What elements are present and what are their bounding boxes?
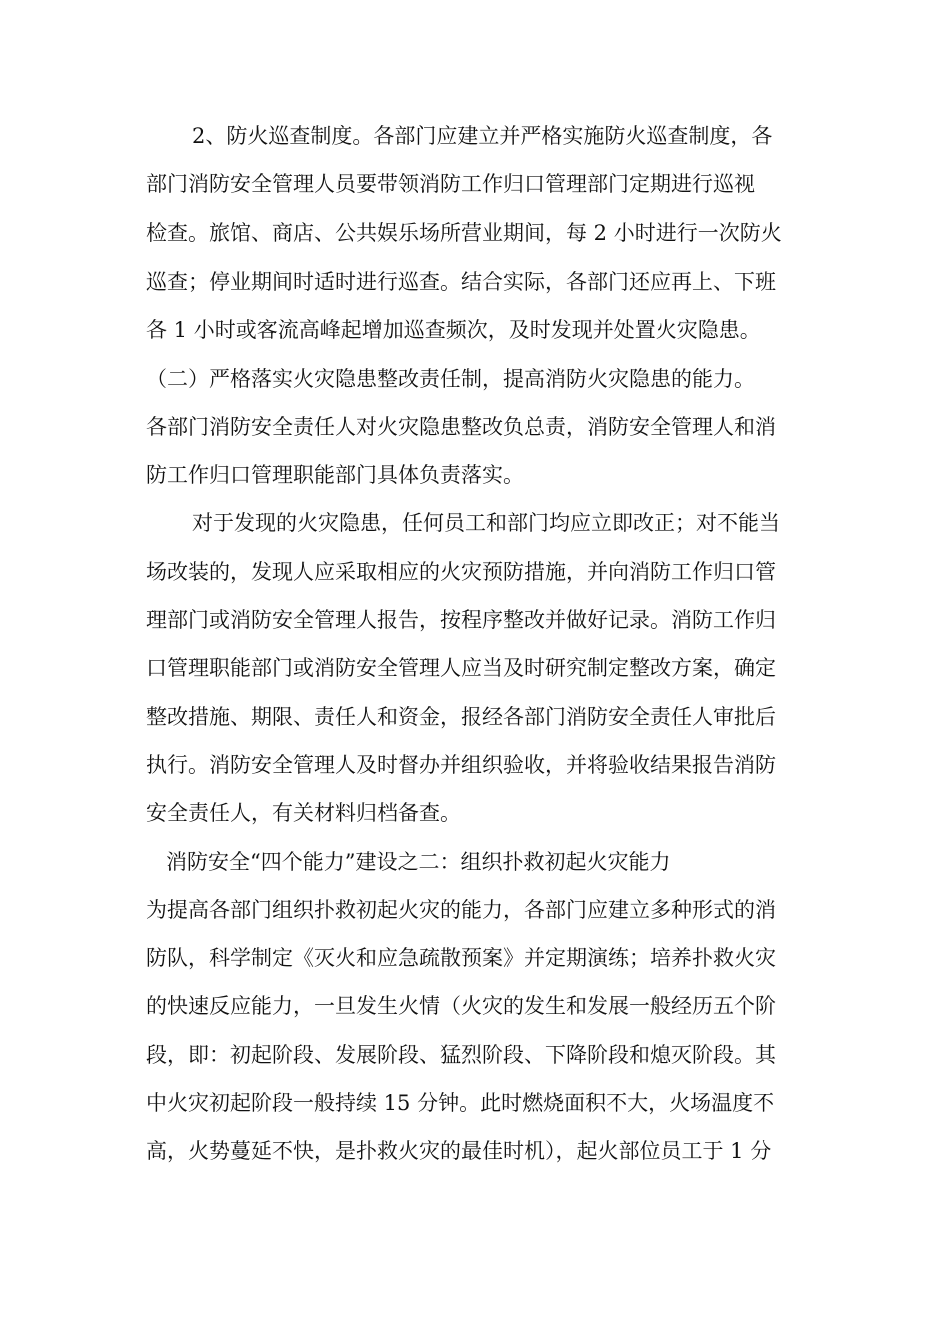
text-line-20: 段，即：初起阶段、发展阶段、猛烈阶段、下降阶段和熄灭阶段。其	[146, 1043, 776, 1067]
section-heading-capability: 消防安全“四个能力”建设之二：组织扑救初起火灾能力	[166, 850, 671, 874]
text-line-3: 检查。旅馆、商店、公共娱乐场所营业期间，每 2 小时进行一次防火	[146, 221, 782, 245]
text-line-1: 2、防火巡查制度。各部门应建立并严格实施防火巡查制度，各	[192, 124, 773, 148]
text-line-14: 执行。消防安全管理人及时督办并组织验收，并将验收结果报告消防	[146, 753, 776, 777]
text-line-12: 口管理职能部门或消防安全管理人应当及时研究制定整改方案，确定	[146, 656, 776, 680]
text-line-9: 对于发现的火灾隐患，任何员工和部门均应立即改正；对不能当	[192, 511, 780, 535]
text-line-22: 高，火势蔓延不快，是扑救火灾的最佳时机），起火部位员工于 1 分	[146, 1139, 772, 1163]
text-line-2: 部门消防安全管理人员要带领消防工作归口管理部门定期进行巡视	[146, 172, 755, 196]
text-line-5: 各 1 小时或客流高峰起增加巡查频次，及时发现并处置火灾隐患。	[146, 318, 761, 342]
text-line-11: 理部门或消防安全管理人报告，按程序整改并做好记录。消防工作归	[146, 608, 776, 632]
text-line-17: 为提高各部门组织扑救初起火灾的能力，各部门应建立多种形式的消	[146, 898, 776, 922]
text-line-7: 各部门消防安全责任人对火灾隐患整改负总责，消防安全管理人和消	[146, 415, 776, 439]
text-line-19: 的快速反应能力，一旦发生火情（火灾的发生和发展一般经历五个阶	[146, 994, 776, 1018]
text-line-10: 场改装的，发现人应采取相应的火灾预防措施，并向消防工作归口管	[146, 560, 776, 584]
section-heading-2: （二）严格落实火灾隐患整改责任制，提高消防火灾隐患的能力。	[146, 367, 755, 391]
text-line-4: 巡查；停业期间时适时进行巡查。结合实际，各部门还应再上、下班	[146, 270, 776, 294]
text-line-18: 防队，科学制定《灭火和应急疏散预案》并定期演练；培养扑救火灾	[146, 946, 776, 970]
text-line-21: 中火灾初起阶段一般持续 15 分钟。此时燃烧面积不大，火场温度不	[146, 1091, 775, 1115]
text-line-8: 防工作归口管理职能部门具体负责落实。	[146, 463, 524, 487]
text-line-15: 安全责任人，有关材料归档备查。	[146, 801, 461, 825]
text-line-13: 整改措施、期限、责任人和资金，报经各部门消防安全责任人审批后	[146, 705, 776, 729]
